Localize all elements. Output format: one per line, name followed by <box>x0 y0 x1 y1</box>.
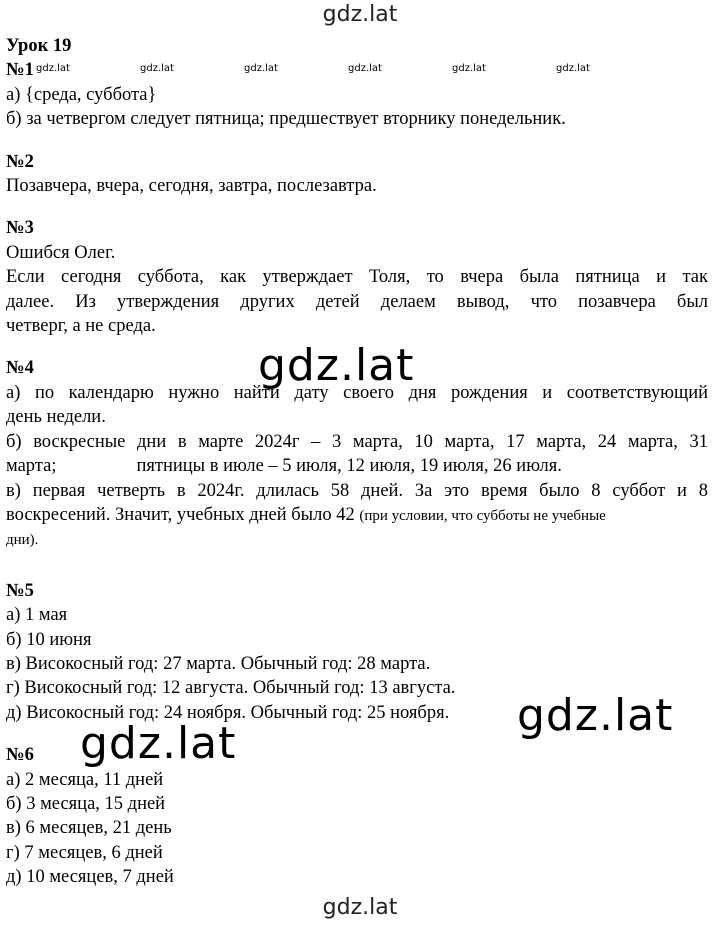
watermark-small-5: gdz.lat <box>452 63 486 74</box>
task-5-d: г) Високосный год: 12 августа. Обычный год: 13 августа. <box>6 678 456 699</box>
task-6-d: г) 7 месяцев, 6 дней <box>6 842 163 863</box>
task-4-b-line2 <box>6 454 708 478</box>
task-4-c-line1: в) первая четверть в 2024г. длилась 58 дней. За это время было 8 суббот и 8 <box>6 480 708 501</box>
task-3-para-line2: далее. Из утверждения других детей делаем вывод, что позавчера был <box>6 291 708 312</box>
lesson-title: Урок 19 <box>6 36 72 56</box>
task-1-heading: №1 <box>6 60 34 81</box>
task-4-c-line2-note: (при условии, что субботы не учебные <box>359 507 606 524</box>
watermark-large-left: gdz.lat <box>80 718 237 769</box>
watermark-small-1: gdz.lat <box>36 63 70 74</box>
task-5-a: а) 1 мая <box>6 605 68 626</box>
task-6-a: а) 2 месяца, 11 дней <box>6 769 164 790</box>
task-4-b-line2b: пятницы в июле – 5 июля, 12 июля, 19 июля, 26 июля. <box>136 456 562 477</box>
task-4-c-line3: дни). <box>6 532 39 549</box>
watermark-bottom: gdz.lat <box>322 895 398 920</box>
task-4-c-line2-main: воскресений. Значит, учебных дней было 42 <box>6 504 355 525</box>
watermark-large-center: gdz.lat <box>258 340 415 391</box>
task-5-heading: №5 <box>6 580 34 601</box>
task-4-b-line2a: марта; <box>6 456 57 477</box>
task-4-heading: №4 <box>6 358 34 379</box>
task-6-heading: №6 <box>6 745 34 766</box>
task-3-para-line3: четверг, а не среда. <box>6 316 156 337</box>
task-4-b-line1: б) воскресные дни в марте 2024г – 3 марта, 10 марта, 17 марта, 24 марта, 31 <box>6 431 708 452</box>
task-1-b: б) за четвергом следует пятница; предшествует вторнику понедельник. <box>6 109 566 130</box>
task-5-b: б) 10 июня <box>6 629 92 650</box>
watermark-small-4: gdz.lat <box>348 63 382 74</box>
task-5-e: д) Високосный год: 24 ноября. Обычный год: 25 ноября. <box>6 702 450 723</box>
task-2-text: Позавчера, вчера, сегодня, завтра, послезавтра. <box>6 176 377 197</box>
task-2-heading: №2 <box>6 151 34 172</box>
task-6-e: д) 10 месяцев, 7 дней <box>6 867 174 888</box>
task-4-a-line2: день недели. <box>6 407 106 428</box>
task-5-c: в) Високосный год: 27 марта. Обычный год: 28 марта. <box>6 653 431 674</box>
task-3-line1: Ошибся Олег. <box>6 242 116 263</box>
watermark-top: gdz.lat <box>322 2 398 27</box>
task-1-a: а) {среда, суббота} <box>6 84 157 105</box>
task-3-para-line1: Если сегодня суббота, как утверждает Толя, то вчера была пятница и так <box>6 267 708 288</box>
task-6-c: в) 6 месяцев, 21 день <box>6 818 172 839</box>
watermark-small-2: gdz.lat <box>140 63 174 74</box>
task-6-b: б) 3 месяца, 15 дней <box>6 793 166 814</box>
watermark-small-3: gdz.lat <box>244 63 278 74</box>
watermark-small-6: gdz.lat <box>556 63 590 74</box>
task-4-c-line2 <box>6 503 708 528</box>
task-4-a-line1: а) по календарю нужно найти дату своего дня рождения и соответствующий <box>6 382 708 403</box>
watermark-large-right: gdz.lat <box>517 690 674 741</box>
task-3-heading: №3 <box>6 218 34 239</box>
